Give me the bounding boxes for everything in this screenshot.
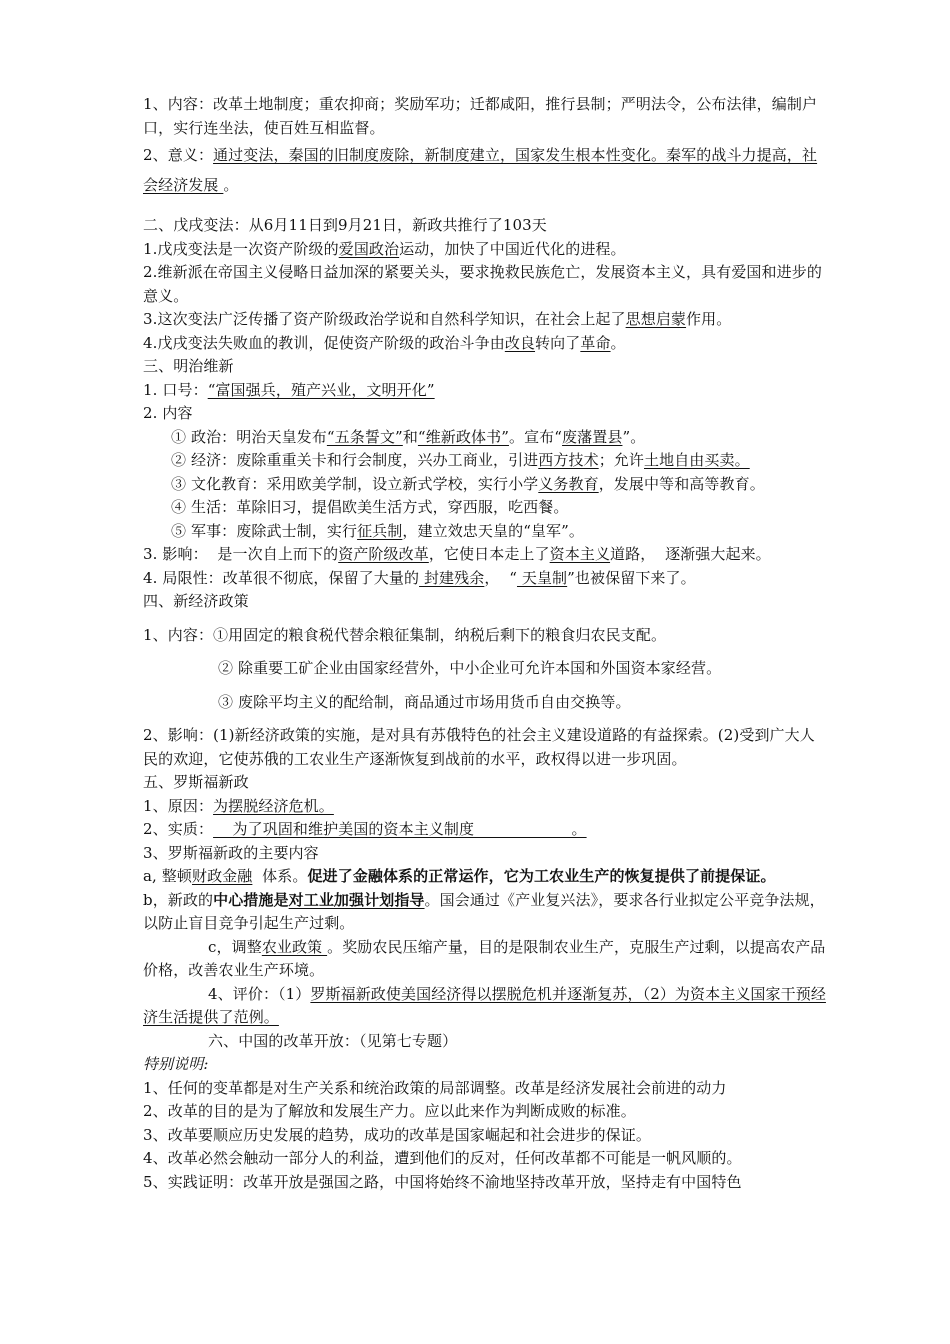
meiji-title: 三、明治维新 [143,357,234,375]
roosevelt-main-title: 3、罗斯福新政的主要内容 [143,843,319,862]
roosevelt-cause: 1、原因：为摆脱经济危机。 [143,796,334,815]
wuxu-title: 二、戊戌变法：从6月11日到9月21日，新政共推行了103天 [143,216,547,234]
document-body [143,93,828,1194]
meiji-limitation: 4. 局限性：改革很不彻底，保留了大量的 封建残余， “ 天皇制”也被保留下来了。 [143,568,696,587]
wuxu-point-3: 3.这次变法广泛传播了资产阶级政治学说和自然科学知识，在社会上起了思想启蒙作用。 [143,310,732,328]
note-3: 3、改革要顺应历史发展的趋势，成功的改革是国家崛起和社会进步的保证。 [143,1125,651,1144]
meiji-economy: ② 经济：废除重重关卡和行会制度，兴办工商业，引进西方技术；允许土地自由买卖。 [171,451,750,469]
note-5: 5、实践证明：改革开放是强国之路，中国将始终不渝地坚持改革开放，坚持走有中国特色 [143,1172,742,1191]
note-2: 2、改革的目的是为了解放和发展生产力。应以此来作为判断成败的标准。 [143,1102,636,1120]
nep-content-1: 1、内容：①用固定的粮食税代替余粮征集制，纳税后剩下的粮食归农民支配。 [143,625,667,644]
wuxu-point-4: 4.戊戌变法失败血的教训，促使资产阶级的政治斗争由改良转向了革命。 [143,333,626,352]
roosevelt-measures-ab: a, 整顿财政金融 体系。促进了金融体系的正常运作，它为工农业生产的恢复提供了前提保证。b，新政的中心措施是对工业加强计划指导。国会通过《产业复兴法》，要求各行业拟定公平竞争法规，以防止盲目竞争引起生产过剩。 [143,867,825,932]
shang-content: 1、内容：改革土地制度；重农抑商；奖励军功；迁都咸阳，推行县制；严明法令，公布法律，编制户口，实行连坐法，使百姓互相监督。 [143,95,818,137]
roosevelt-title: 五、罗斯福新政 [143,773,249,791]
roosevelt-evaluation: 4、评价：（1）罗斯福新政使美国经济得以摆脱危机并逐渐复苏，（2）为资本主义国家干预经济生活提供了范例。 [143,984,826,1026]
nep-effect: 2、影响：(1)新经济政策的实施，是对具有苏俄特色的社会主义建设道路的有益探索。(2)受到广大人民的欢迎，它使苏俄的工农业生产逐渐恢复到战前的水平，政权得以进一步巩固。 [143,726,815,768]
notes-title: 特别说明: [143,1055,209,1073]
meiji-slogan: 1. 口号：“富国强兵，殖产兴业，文明开化” [143,380,435,399]
nep-title: 四、新经济政策 [143,592,249,610]
nep-content-3: ③ 废除平均主义的配给制，商品通过市场用货币自由交换等。 [218,692,631,711]
nep-content-2: ② 除重要工矿企业由国家经营外，中小企业可允许本国和外国资本家经营。 [218,659,722,677]
roosevelt-essence: 2、实质： 为了巩固和维护美国的资本主义制度 。 [143,820,587,838]
china-reform-title: 六、中国的改革开放：（见第七专题） [208,1031,458,1050]
shang-significance: 2、意义：通过变法，秦国的旧制度废除，新制度建立，国家发生根本性变化。秦军的战斗力提高，社会经济发展 。 [143,146,818,194]
meiji-content-title: 2. 内容 [143,404,193,422]
note-1: 1、任何的变革都是对生产关系和统治政策的局部调整。改革是经济发展社会前进的动力 [143,1078,727,1097]
note-4: 4、改革必然会触动一部分人的利益，遭到他们的反对，任何改革都不可能是一帆风顺的。 [143,1149,742,1167]
meiji-military: ⑤ 军事：废除武士制，实行征兵制，建立效忠天皇的“皇军”。 [171,521,585,540]
meiji-influence: 3. 影响： 是一次自上而下的资产阶级改革，它使日本走上了资本主义道路， 逐渐强大起来。 [143,545,771,563]
roosevelt-measure-c: c，调整农业政策 。奖励农民压缩产量，目的是限制农业生产，克服生产过剩，以提高农产品价格，改善农业生产环境。 [143,937,826,979]
meiji-politics: ① 政治：明治天皇发布“五条誓文”和“维新政体书”。宣布“废藩置县”。 [171,427,646,446]
meiji-education: ③ 文化教育：采用欧美学制，设立新式学校，实行小学义务教育，发展中等和高等教育。 [171,474,765,493]
wuxu-point-2: 2.维新派在帝国主义侵略日益加深的紧要关头，要求挽救民族危亡，发展资本主义，具有爱国和进步的意义。 [143,263,822,305]
meiji-life: ④ 生活：革除旧习，提倡欧美生活方式，穿西服，吃西餐。 [171,498,569,516]
wuxu-point-1: 1.戊戌变法是一次资产阶级的爱国政治运动，加快了中国近代化的进程。 [143,239,626,258]
